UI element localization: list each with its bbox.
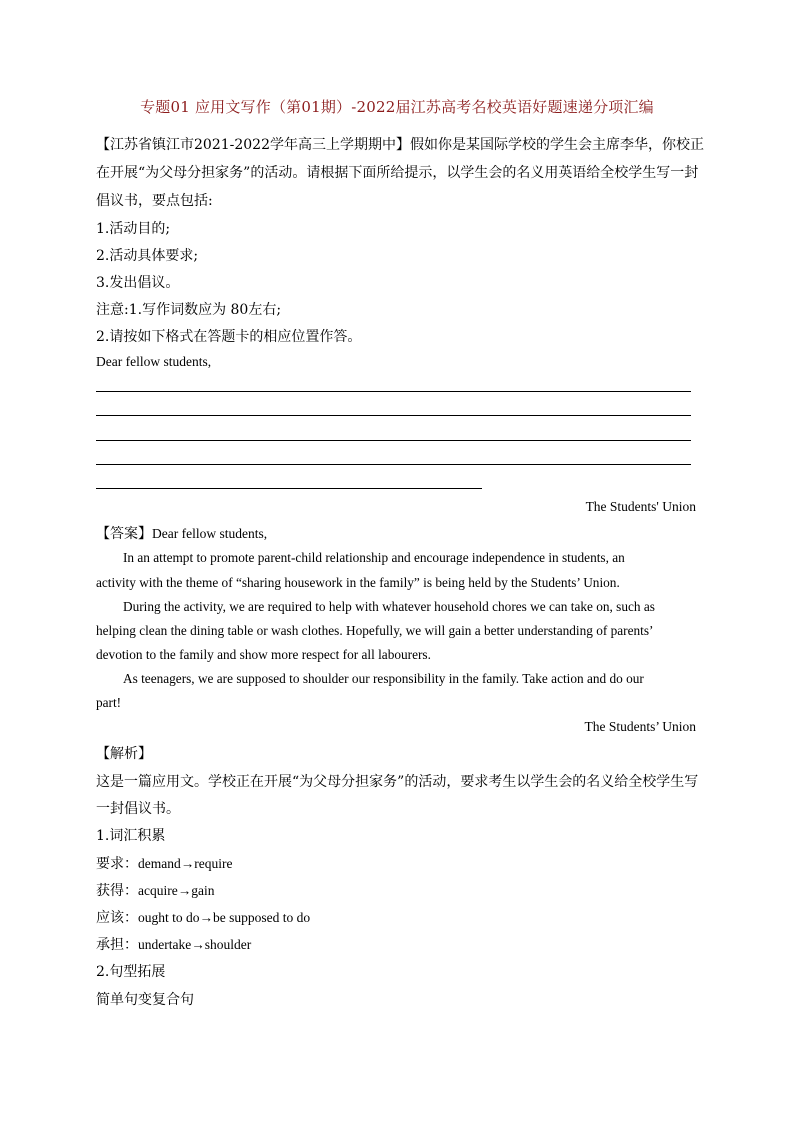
analysis-text: 这是一篇应用文。学校正在开展“为父母分担家务”的活动，要求考生以学生会的名义给全校学生写 [96,774,699,790]
vocab-item [96,880,214,900]
answer-paragraph-line: activity with the theme of “sharing housework in the family” is being held by the Students’ Union. [96,575,620,590]
question-first-line [96,134,704,154]
question-prompt-start: 假如你是某国际学校的学生会主席李华，你校正 [410,137,704,153]
note-line: 注意:1.写作词数应为 80左右; [96,302,282,318]
answer-paragraph-line: As teenagers, we are supposed to shoulder our responsibility in the family. Take action and do our [123,671,644,686]
answer-blank-line[interactable] [96,440,691,441]
section-heading: 2.句型拓展 [96,964,166,980]
answer-paragraph-line: devotion to the family and show more respect for all labourers. [96,647,431,662]
vocab-item [96,907,310,927]
vocab-cn: 承担： [96,937,138,953]
letter-greeting: Dear fellow students, [96,354,212,369]
vocab-cn: 应该： [96,910,138,926]
answer-heading [96,523,267,543]
vocab-en: acquire→gain [138,883,215,898]
note-line: 2.请按如下格式在答题卡的相应位置作答。 [96,329,362,345]
answer-label: 【答案】 [96,526,152,542]
answer-blank-line[interactable] [96,391,691,392]
section-heading: 1.词汇积累 [96,828,166,844]
section-subheading: 简单句变复合句 [96,992,194,1008]
point-item: 2.活动具体要求; [96,248,199,264]
vocab-cn: 要求： [96,856,138,872]
answer-paragraph-line: helping clean the dining table or wash clothes. Hopefully, we will gain a better understanding of parents’ [96,623,654,638]
vocab-item [96,853,232,873]
answer-greeting: Dear fellow students, [152,526,268,541]
question-source: 【江苏省镇江市2021-2022学年高三上学期期中】 [96,137,410,153]
point-item: 3.发出倡议。 [96,275,180,291]
vocab-cn: 获得： [96,883,138,899]
answer-blank-line[interactable] [96,464,691,465]
analysis-label: 【解析】 [96,746,152,762]
answer-paragraph-line: During the activity, we are required to help with whatever household chores we can take on, such as [123,599,655,614]
vocab-en: demand→require [138,856,233,871]
page-title: 专题01 应用文写作（第01期）-2022届江苏高考名校英语好题速递分项汇编 [140,98,654,116]
answer-blank-line[interactable] [96,415,691,416]
answer-paragraph-line: In an attempt to promote parent-child relationship and encourage independence in students, an [123,550,625,565]
question-signature: The Students' Union [585,499,696,514]
answer-paragraph-line: part! [96,695,122,710]
question-prompt-line: 倡议书，要点包括: [96,193,213,209]
analysis-text: 一封倡议书。 [96,801,180,817]
point-item: 1.活动目的; [96,221,171,237]
vocab-en: ought to do→be supposed to do [138,910,311,925]
vocab-en: undertake→shoulder [138,937,252,952]
vocab-item [96,934,251,954]
answer-blank-line[interactable] [96,488,482,489]
question-prompt-line: 在开展“为父母分担家务”的活动。请根据下面所给提示，以学生会的名义用英语给全校学生写一封 [96,165,699,181]
answer-signature: The Students’ Union [584,719,696,734]
